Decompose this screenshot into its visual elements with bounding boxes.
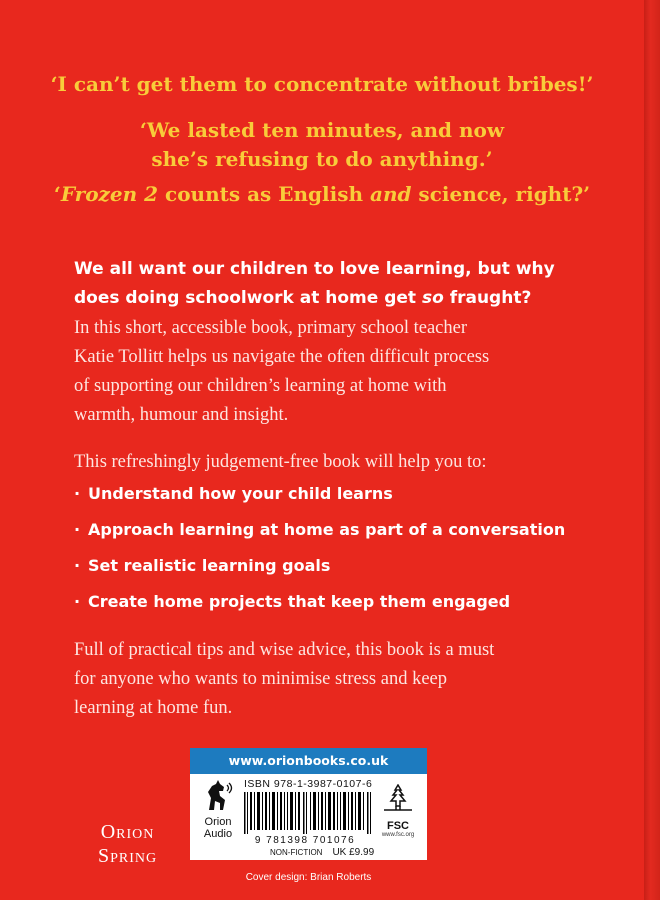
fsc-url: www.fsc.org: [381, 832, 415, 838]
benefits-lead-in: This refreshingly judgement-free book will help you to:: [74, 452, 487, 472]
quote-ten-minutes: [0, 116, 644, 174]
price-label: UK £9.99: [332, 847, 375, 858]
fsc-label: FSC: [387, 820, 409, 832]
barcode-image: [244, 792, 372, 834]
description-line: warmth, humour and insight.: [74, 405, 289, 425]
price-line: [270, 847, 374, 858]
publisher-name-line1: Orion: [100, 821, 155, 843]
intro-heading: [74, 255, 614, 313]
intro-line2-pre: does doing schoolwork at home get: [74, 288, 422, 308]
quote-ten-minutes-line1: ‘We lasted ten minutes, and now: [139, 118, 505, 142]
quote-frozen: [0, 180, 644, 209]
description-paragraph: [74, 314, 594, 430]
intro-line1: We all want our children to love learning, but why: [74, 259, 555, 279]
quote-frozen-and: and: [369, 182, 412, 206]
barcode-panel: [190, 748, 427, 860]
quote-frozen-open: ‘: [53, 182, 61, 206]
description-line: In this short, accessible book, primary school teacher: [74, 318, 468, 338]
quote-frozen-mid: counts as English: [158, 182, 370, 206]
intro-line2-post: fraught?: [443, 288, 532, 308]
fsc-tree-icon: [381, 784, 415, 816]
bullet-dot: ·: [74, 592, 81, 611]
bullet-dot: ·: [74, 520, 81, 539]
bullet-dot: ·: [74, 484, 81, 503]
isbn-text: ISBN 978-1-3987-0107-6: [244, 778, 373, 790]
closing-line: learning at home fun.: [74, 698, 233, 718]
cover-design-credit: Cover design: Brian Roberts: [245, 872, 372, 883]
audio-label-line1: Orion: [204, 816, 232, 828]
quote-bribes: ‘I can’t get them to concentrate without bribes!’: [50, 72, 594, 96]
fsc-logo: [376, 784, 420, 838]
publisher-url: www.orionbooks.co.uk: [190, 748, 427, 774]
category-label: NON-FICTION: [270, 848, 323, 857]
benefit-text: Set realistic learning goals: [88, 556, 331, 575]
bullet-dot: ·: [74, 556, 81, 575]
barcode-number: 9 781398 701076: [254, 835, 356, 846]
benefit-item: [74, 554, 634, 590]
benefit-item: [74, 482, 634, 518]
benefit-text: Understand how your child learns: [88, 484, 393, 503]
benefit-item: [74, 590, 634, 626]
audio-label-line2: Audio: [203, 828, 233, 840]
book-spine-edge: [644, 0, 660, 900]
quote-frozen-end: science, right?’: [411, 182, 591, 206]
closing-line: for anyone who wants to minimise stress and keep: [74, 669, 448, 689]
intro-line2: [74, 284, 614, 313]
intro-line2-em: so: [421, 288, 444, 308]
benefit-text: Approach learning at home as part of a conversation: [88, 520, 566, 539]
closing-paragraph: [74, 636, 594, 723]
benefit-item: [74, 518, 634, 554]
quote-ten-minutes-line2: she’s refusing to do anything.’: [151, 147, 493, 171]
benefit-text: Create home projects that keep them engaged: [88, 592, 511, 611]
publisher-logo: [98, 820, 157, 868]
closing-line: Full of practical tips and wise advice, this book is a must: [74, 640, 495, 660]
description-line: of supporting our children’s learning at home with: [74, 376, 447, 396]
description-line: Katie Tollitt helps us navigate the often difficult process: [74, 347, 490, 367]
publisher-name-line2: Spring: [98, 845, 158, 867]
quote-frozen-title: Frozen 2: [60, 182, 159, 206]
horse-icon: [203, 778, 233, 812]
benefits-list: [74, 482, 634, 626]
